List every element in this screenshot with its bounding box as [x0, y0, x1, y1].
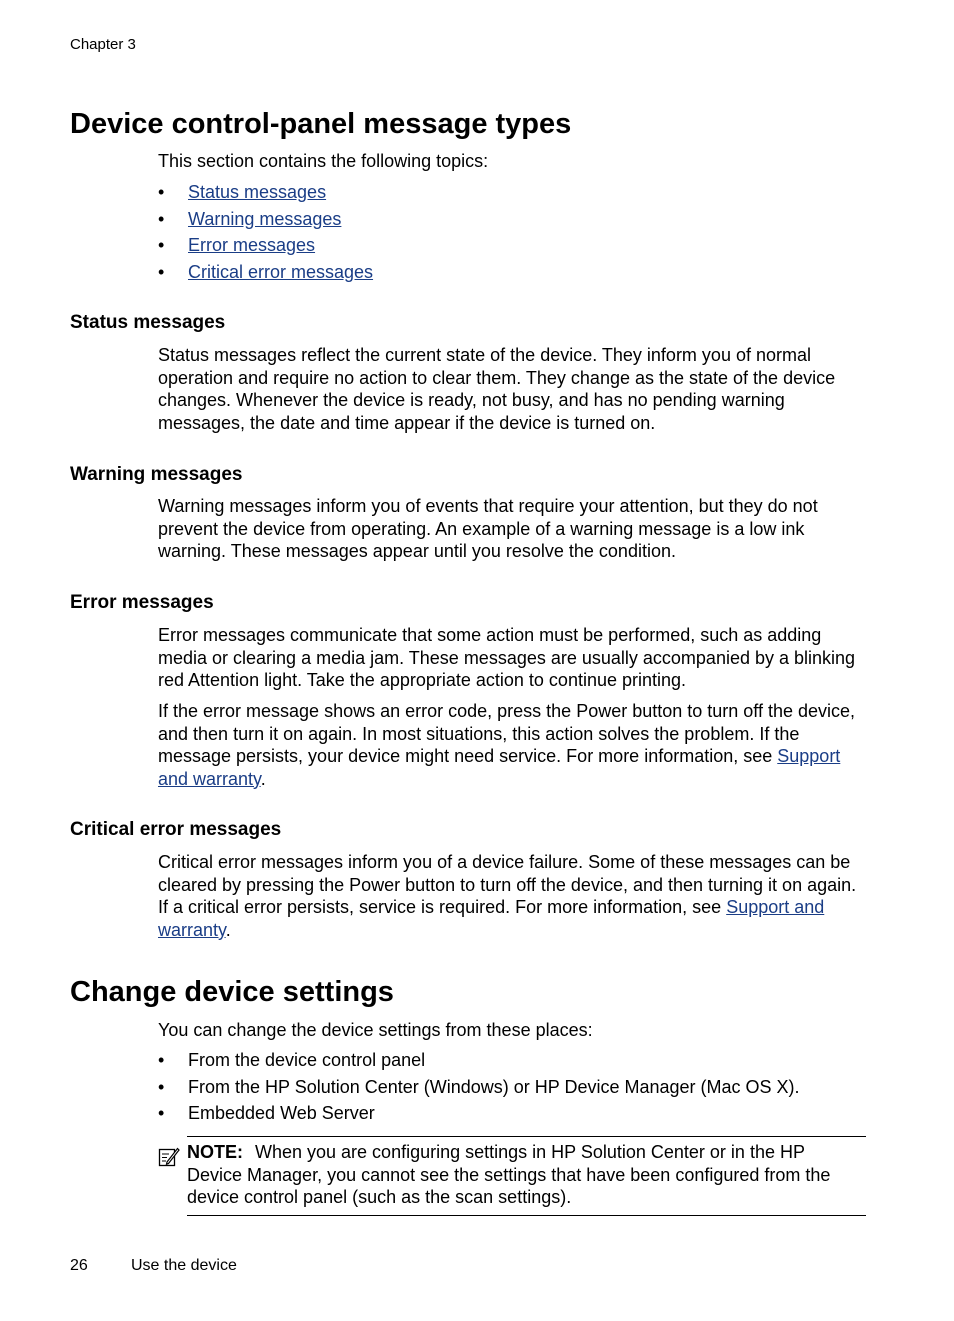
bullet-icon: • [158, 1076, 165, 1097]
note-box [158, 1136, 866, 1216]
list-item [158, 1076, 858, 1103]
bullet-icon: • [158, 208, 165, 229]
list-item [158, 1049, 858, 1076]
heading-warning-messages: Warning messages [70, 464, 243, 485]
list-item [158, 181, 858, 208]
bullet-icon: • [158, 1050, 165, 1070]
section-title-change-device-settings: Change device settings [70, 976, 394, 1008]
error-messages-body-2 [158, 700, 858, 790]
bullet-icon: • [158, 182, 165, 202]
error-messages-body-2-text: If the error message shows an error code, press the Power button to turn off the device, and then turn it on again. In most situations, this action solves the problem. If the message persists, your device might need service. For more information, see [158, 701, 856, 767]
period: . [260, 768, 266, 789]
link-support-and-warranty[interactable]: Support and warranty [158, 897, 825, 940]
link-warning-messages[interactable]: Warning messages [188, 208, 342, 229]
settings-places-list [158, 1049, 858, 1129]
bullet-icon: • [158, 235, 165, 256]
bullet-icon: • [158, 1103, 165, 1124]
topics-list [158, 181, 858, 287]
footer-page-number: 26 [70, 1257, 88, 1274]
note-text [187, 1141, 859, 1209]
section-intro: You can change the device settings from these places: [158, 1020, 593, 1040]
note-body: When you are configuring settings in HP Solution Center or in the HP Device Manager, you cannot see the settings that have been configured from the device control panel (such as the scan settings). [187, 1142, 831, 1208]
list-item-text: Embedded Web Server [188, 1103, 375, 1124]
heading-error-messages: Error messages [70, 592, 214, 613]
list-item-text: From the HP Solution Center (Windows) or HP Device Manager (Mac OS X). [188, 1076, 800, 1097]
footer-section-name: Use the device [131, 1257, 237, 1274]
period: . [225, 919, 231, 940]
list-item [158, 234, 858, 261]
note-bottom-rule [187, 1215, 866, 1216]
critical-error-messages-body [158, 851, 858, 941]
note-pencil-icon [158, 1145, 180, 1167]
chapter-header: Chapter 3 [70, 36, 136, 53]
error-messages-body: Error messages communicate that some action must be performed, such as adding media or clearing a media jam. These messages are usually accompanied by a blinking red Attention light. Take the appropriate action to continue printing. [158, 625, 856, 691]
list-item-text: From the device control panel [188, 1050, 426, 1070]
warning-messages-body: Warning messages inform you of events that require your attention, but they do not prevent the device from operating. An example of a warning message is a low ink warning. These messages appear until you resolve the condition. [158, 496, 818, 562]
link-status-messages[interactable]: Status messages [188, 182, 327, 202]
link-critical-error-messages[interactable]: Critical error messages [188, 261, 374, 282]
heading-status-messages: Status messages [70, 312, 226, 333]
link-error-messages[interactable]: Error messages [188, 235, 316, 256]
section-title-message-types: Device control-panel message types [70, 108, 572, 140]
heading-critical-error-messages: Critical error messages [70, 819, 282, 840]
list-item [158, 208, 858, 235]
note-label: NOTE: [187, 1142, 243, 1162]
critical-error-messages-body-text: Critical error messages inform you of a device failure. Some of these messages can be cleared by pressing the Power button to turn off the device, and then turning it on again. If a critical error persists, service is required. For more information, see [158, 852, 857, 918]
bullet-icon: • [158, 261, 165, 282]
section-intro: This section contains the following topics: [158, 151, 489, 171]
note-top-rule [187, 1136, 866, 1137]
list-item [158, 1102, 858, 1129]
list-item [158, 261, 858, 288]
status-messages-body: Status messages reflect the current state of the device. They inform you of normal operation and require no action to clear them. They change as the state of the device changes. Whenever the device is ready, not busy, and has no pending warning messages, the date and time appear if the device is turned on. [158, 345, 836, 433]
link-support-and-warranty[interactable]: Support and warranty [158, 746, 841, 789]
